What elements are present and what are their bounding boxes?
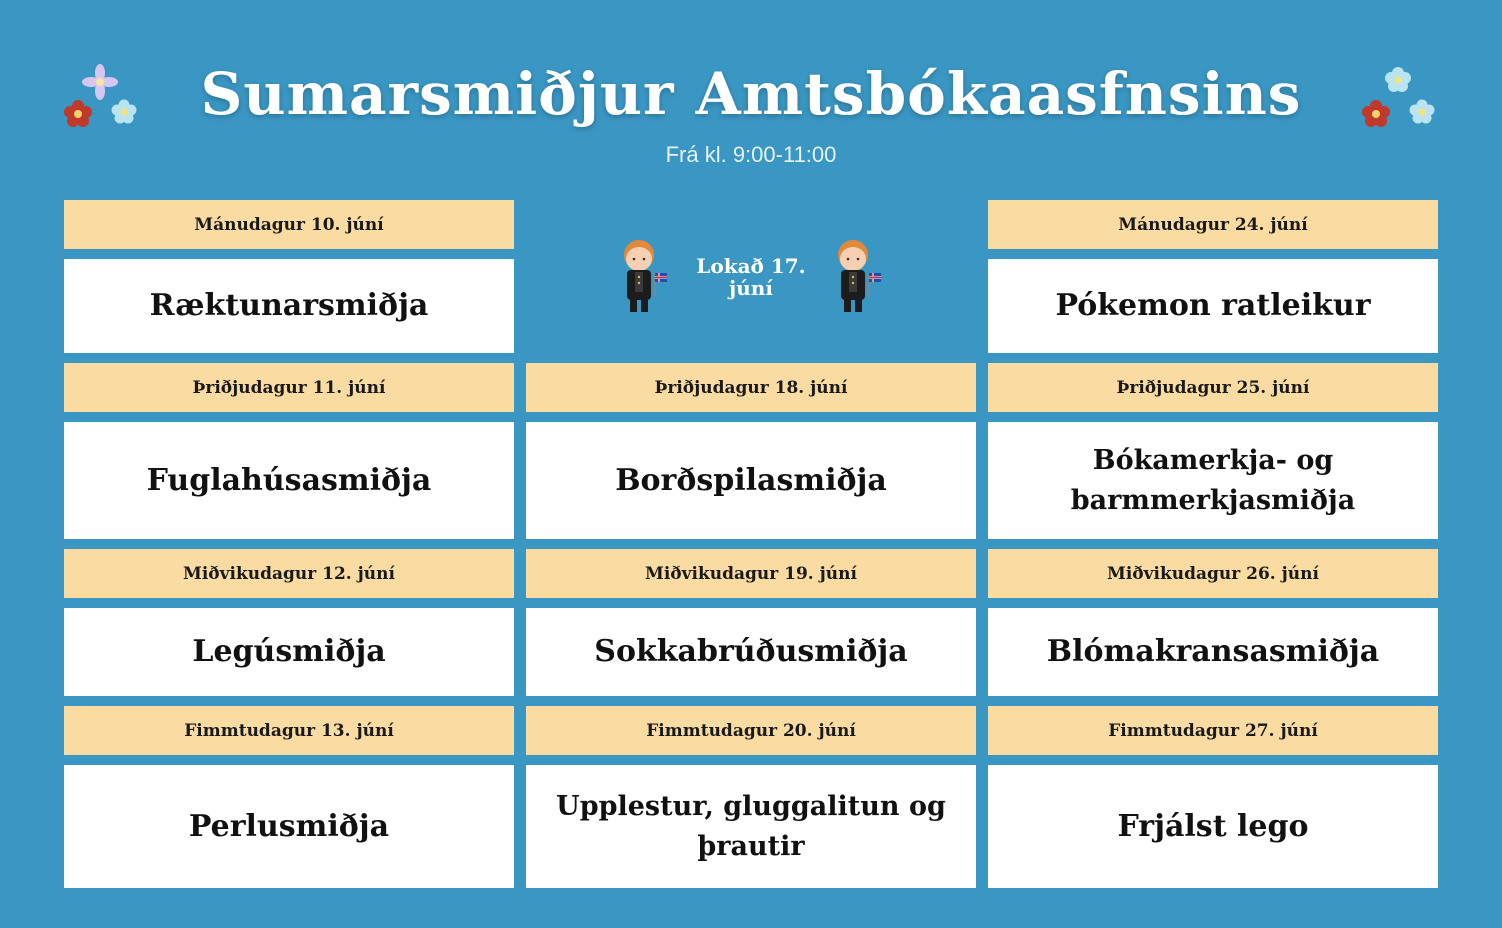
day-header: Fimmtudagur 20. júní xyxy=(526,706,976,755)
day-header: Mánudagur 24. júní xyxy=(988,200,1438,249)
closed-label: Lokað 17. júní xyxy=(696,253,806,300)
page-title: Sumarsmiðjur Amtsbókaasfnsins xyxy=(200,60,1302,128)
activity-box: Perlusmiðja xyxy=(64,765,514,888)
boy-in-costume-icon xyxy=(833,237,883,317)
day-header: Þriðjudagur 18. júní xyxy=(526,363,976,412)
activity-box: Upplestur, gluggalitun og þrautir xyxy=(526,765,976,888)
day-header: Fimmtudagur 27. júní xyxy=(988,706,1438,755)
day-header: Miðvikudagur 19. júní xyxy=(526,549,976,598)
day-header: Þriðjudagur 11. júní xyxy=(64,363,514,412)
activity-box: Legúsmiðja xyxy=(64,608,514,696)
closed-notice xyxy=(526,200,976,353)
activity-box: Sokkabrúðusmiðja xyxy=(526,608,976,696)
day-header: Mánudagur 10. júní xyxy=(64,200,514,249)
day-header: Miðvikudagur 26. júní xyxy=(988,549,1438,598)
day-header: Fimmtudagur 13. júní xyxy=(64,706,514,755)
day-header: Þriðjudagur 25. júní xyxy=(988,363,1438,412)
activity-box: Ræktunarsmiðja xyxy=(64,259,514,353)
activity-box: Frjálst lego xyxy=(988,765,1438,888)
activity-box: Fuglahúsasmiðja xyxy=(64,422,514,539)
activity-box: Pókemon ratleikur xyxy=(988,259,1438,353)
boy-in-costume-icon xyxy=(619,237,669,317)
page-subtitle: Frá kl. 9:00-11:00 xyxy=(665,142,837,167)
activity-box: Borðspilasmiðja xyxy=(526,422,976,539)
day-header: Miðvikudagur 12. júní xyxy=(64,549,514,598)
activity-box: Blómakransasmiðja xyxy=(988,608,1438,696)
activity-box: Bókamerkja- og barmmerkjasmiðja xyxy=(988,422,1438,539)
